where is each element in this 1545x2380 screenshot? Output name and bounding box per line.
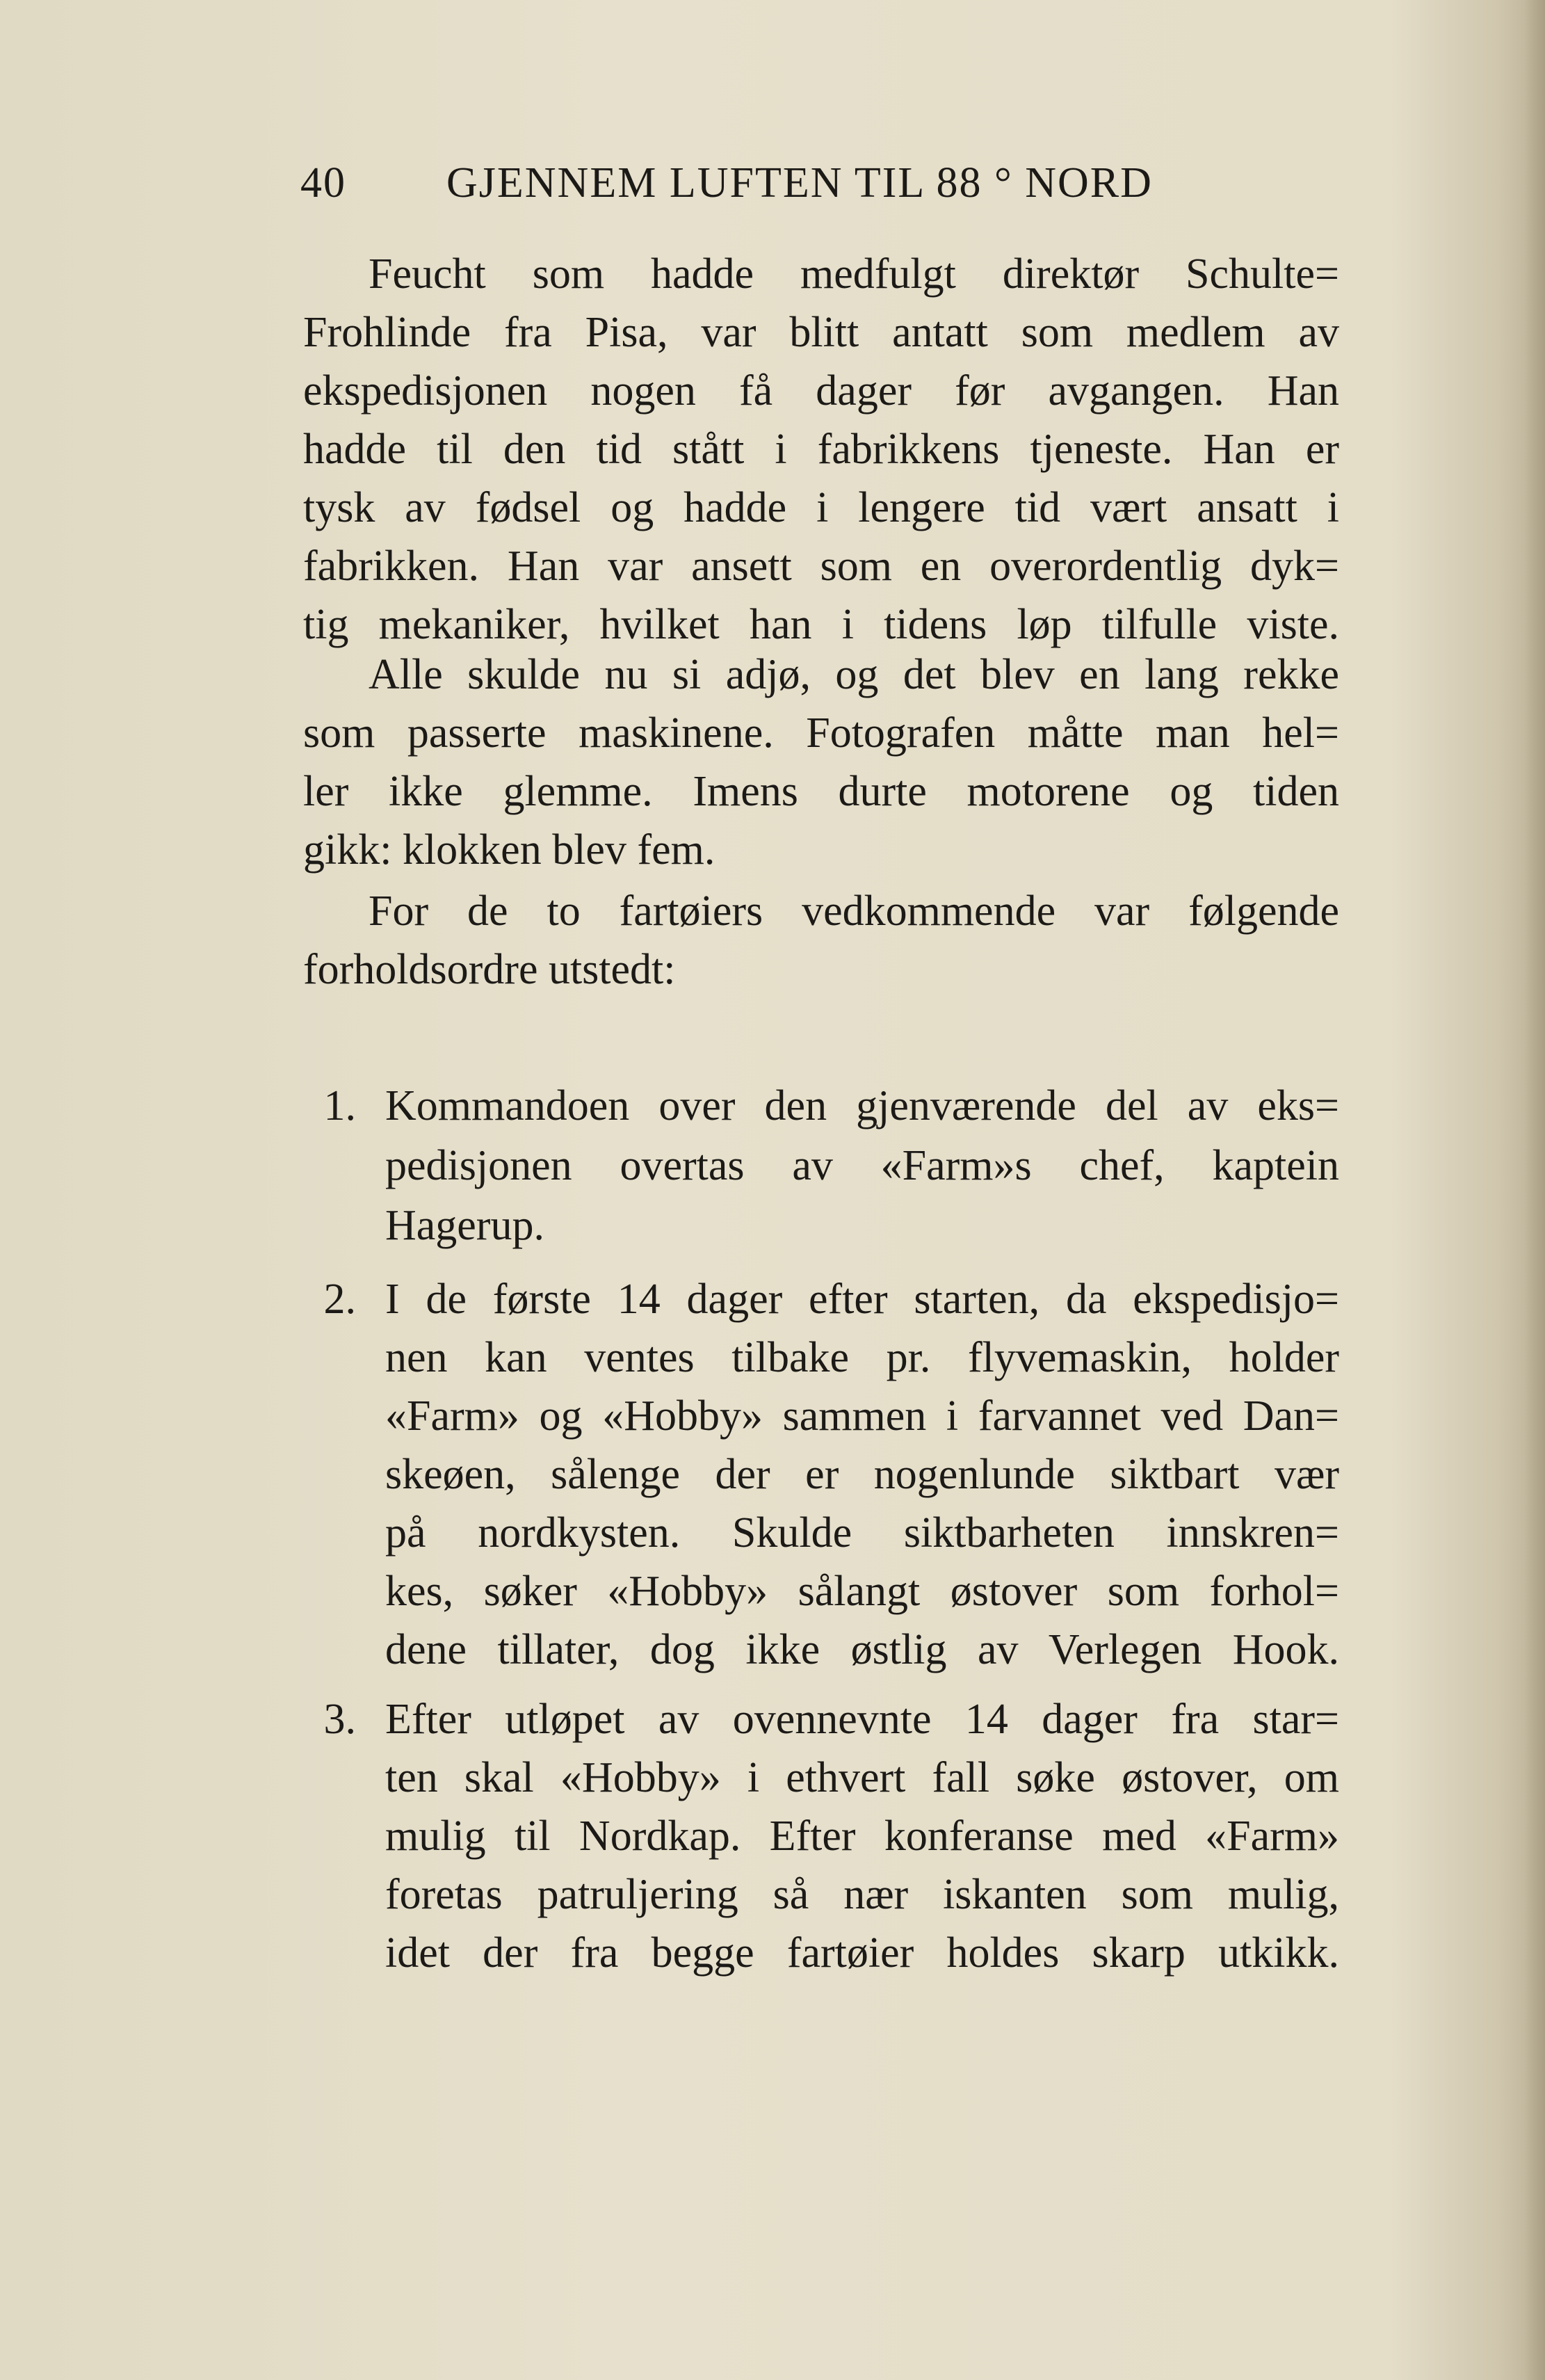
paragraph-line: Frohlinde fra Pisa, var blitt antatt som medlem av	[303, 309, 1339, 356]
paragraph-line: gikk: klokken blev fem.	[303, 826, 715, 874]
list-item-line: I de første 14 dager efter starten, da ekspedisjo=	[385, 1276, 1339, 1323]
list-item-number: 3.	[323, 1696, 356, 1743]
list-item-line: skeøen, sålenge der er nogenlunde siktbart vær	[385, 1451, 1339, 1498]
list-item-line: Kommandoen over den gjenværende del av eks=	[385, 1082, 1339, 1129]
paragraph-line: ler ikke glemme. Imens durte motorene og tiden	[303, 768, 1339, 815]
running-head	[300, 152, 1343, 214]
list-item-line: «Farm» og «Hobby» sammen i farvannet ved Dan=	[385, 1392, 1339, 1440]
list-item-line: Efter utløpet av ovennevnte 14 dager fra star=	[385, 1696, 1339, 1743]
list-item-line: Hagerup.	[385, 1202, 544, 1249]
paragraph-line: Alle skulde nu si adjø, og det blev en lang rekke	[369, 651, 1339, 698]
paragraph-line: hadde til den tid stått i fabrikkens tjeneste. Han er	[303, 426, 1339, 473]
list-item-line: idet der fra begge fartøier holdes skarp utkikk.	[385, 1929, 1339, 1977]
list-item-line: kes, søker «Hobby» sålangt østover som forhol=	[385, 1568, 1339, 1615]
paragraph-line: som passerte maskinene. Fotografen måtte man hel=	[303, 709, 1339, 757]
list-item-line: på nordkysten. Skulde siktbarheten innskren=	[385, 1509, 1339, 1557]
paragraph-line: forholdsordre utstedt:	[303, 946, 676, 993]
list-item-number: 2.	[323, 1276, 356, 1323]
paragraph-line: tysk av fødsel og hadde i lengere tid vært ansatt i	[303, 484, 1339, 531]
list-item-line: ten skal «Hobby» i ethvert fall søke østover, om	[385, 1754, 1339, 1801]
paragraph-line: For de to fartøiers vedkommende var følgende	[369, 887, 1339, 935]
list-item-number: 1.	[323, 1082, 356, 1129]
paragraph-line: fabrikken. Han var ansett som en overordentlig dyk=	[303, 542, 1339, 590]
list-item-line: dene tillater, dog ikke østlig av Verlegen Hook.	[385, 1626, 1339, 1673]
paragraph-line: ekspedisjonen nogen få dager før avgangen. Han	[303, 367, 1339, 415]
page-number: 40	[300, 159, 346, 207]
paragraph-line: Feucht som hadde medfulgt direktør Schulte=	[369, 250, 1339, 298]
list-item-line: foretas patruljering så nær iskanten som mulig,	[385, 1871, 1339, 1918]
list-item-line: nen kan ventes tilbake pr. flyvemaskin, holder	[385, 1334, 1339, 1381]
paragraph-line: tig mekaniker, hvilket han i tidens løp tilfulle viste.	[303, 601, 1339, 648]
list-item-line: mulig til Nordkap. Efter konferanse med «Farm»	[385, 1812, 1339, 1860]
running-title: GJENNEM LUFTEN TIL 88 ° NORD	[446, 159, 1153, 207]
list-item-line: pedisjonen overtas av «Farm»s chef, kaptein	[385, 1142, 1339, 1189]
